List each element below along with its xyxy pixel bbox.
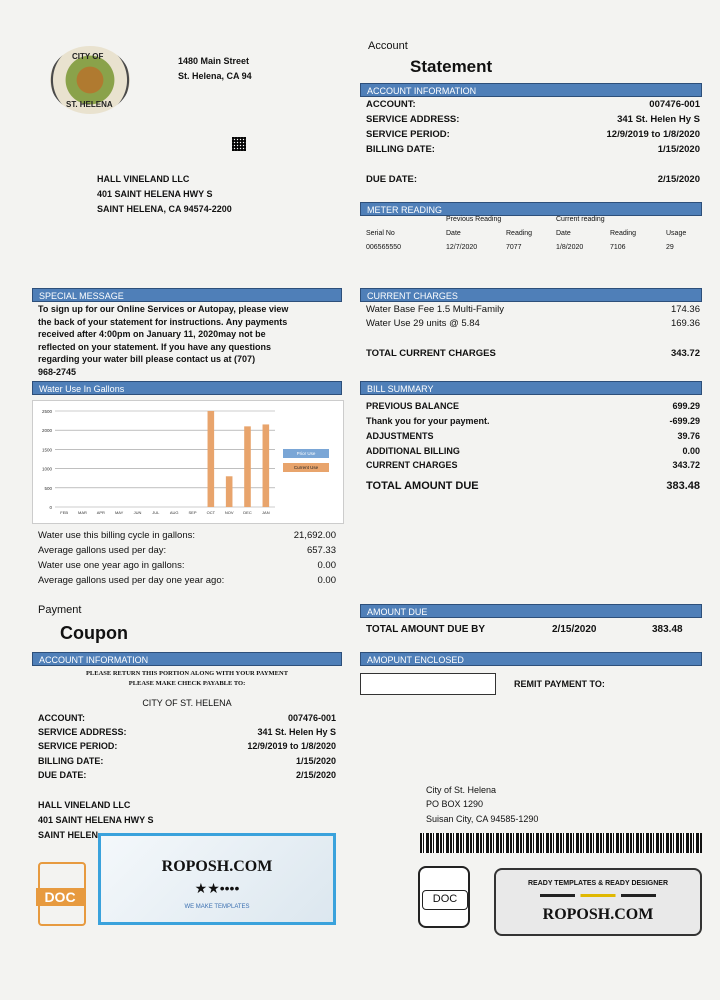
x-tick-label: FEB [60, 510, 69, 515]
service-period-row [366, 129, 700, 140]
row-value: 1/15/2020 [657, 144, 700, 155]
message-line: To sign up for our Online Services or Autopay, please view [38, 304, 289, 314]
special-message-body [38, 303, 338, 379]
meter-prev-date: 12/7/2020 [446, 244, 478, 251]
coupon-customer-address2: SAINT HELEN [38, 830, 99, 840]
coupon-row [38, 713, 336, 723]
coupon-label: Coupon [60, 623, 128, 643]
coupon-customer-name: HALL VINELAND LLC [38, 800, 131, 810]
y-tick-label: 2000 [41, 428, 52, 434]
customer-name: HALL VINELAND LLC [97, 174, 190, 184]
y-tick-label: 0 [49, 505, 52, 510]
legend-prior-label: Prior Use [296, 451, 316, 456]
message-line: reflected on your statement. If you have any questions [38, 341, 272, 352]
row-value: 657.33 [306, 545, 336, 556]
current-charges-header: CURRENT CHARGES [360, 288, 702, 302]
row-label: ADDITIONAL BILLING [366, 446, 460, 456]
row-label: BILLING DATE: [366, 144, 435, 155]
water-use-row [38, 575, 336, 586]
meter-reading-header: METER READING [360, 202, 702, 216]
account-row [366, 99, 700, 110]
row-label: Water Base Fee 1.5 Multi-Family [366, 304, 504, 315]
customer-address-line1: 401 SAINT HELENA HWY S [97, 189, 213, 199]
service-address-row [366, 114, 700, 125]
meter-col-date: Date [556, 230, 571, 237]
row-label: Water use this billing cycle in gallons: [38, 530, 195, 541]
row-value: 2/15/2020 [657, 174, 700, 185]
payment-barcode [420, 833, 702, 853]
meter-current-group: Current reading [556, 216, 605, 223]
row-label: Average gallons used per day one year ago: [38, 575, 225, 586]
bar-dec [244, 426, 251, 507]
message-line: regarding your water bill please contact us at (707) [38, 354, 256, 365]
row-value: 12/9/2019 to 1/8/2020 [247, 741, 336, 751]
meter-col-serial: Serial No [366, 230, 395, 237]
row-value: 0.00 [317, 575, 336, 586]
coupon-row [38, 727, 336, 737]
return-instruction-1: PLEASE RETURN THIS PORTION ALONG WITH YOUR PAYMENT [85, 670, 289, 677]
bar-jan [263, 424, 270, 507]
row-label: ACCOUNT: [38, 713, 85, 723]
meter-serial: 006565550 [366, 244, 402, 251]
charge-row [366, 304, 700, 315]
summary-row [366, 460, 700, 470]
payment-label: Payment [38, 604, 82, 616]
x-tick-label: MAR [78, 510, 87, 515]
coupon-row [38, 770, 336, 780]
row-value: 341 St. Helen Hy S [257, 727, 336, 737]
row-value: 341 St. Helen Hy S [617, 114, 700, 125]
billing-date-row [366, 144, 700, 155]
remit-address-line3: Suisan City, CA 94585-1290 [426, 814, 539, 824]
doc-outline-icon [418, 866, 470, 928]
total-amount-due-row [366, 480, 700, 492]
qr-code [232, 137, 246, 151]
x-tick-label: JUL [152, 510, 160, 515]
city-seal-logo [50, 46, 130, 114]
row-label: SERVICE PERIOD: [38, 741, 118, 751]
remit-payment-label: REMIT PAYMENT TO: [514, 679, 605, 689]
row-label: ADJUSTMENTS [366, 431, 434, 441]
legend-current-label: Current Use [293, 465, 319, 470]
row-value: 2/15/2020 [295, 770, 336, 780]
row-label: Thank you for your payment. [366, 416, 490, 426]
summary-row [366, 446, 700, 456]
summary-row [366, 416, 700, 426]
row-label: ACCOUNT: [366, 99, 416, 110]
customer-address-line2: SAINT HELENA, CA 94574-2200 [97, 204, 232, 214]
meter-curr-date: 1/8/2020 [556, 244, 584, 251]
row-label: CURRENT CHARGES [366, 460, 458, 470]
due-date-row [366, 174, 700, 185]
logo-bottom-text: ST. HELENA [66, 100, 113, 109]
row-value: 343.72 [672, 460, 700, 470]
y-tick-label: 1500 [41, 447, 52, 453]
y-tick-label: 2500 [41, 409, 52, 414]
message-line: received after 4:00pm on January 11, 2020may not be [38, 329, 266, 340]
x-tick-label: JAN [262, 510, 270, 515]
total-current-charges-row [366, 348, 700, 359]
coupon-account-info-header: ACCOUNT INFORMATION [32, 652, 342, 666]
sender-address-line2: St. Helena, CA 94 [178, 71, 252, 81]
row-value: 383.48 [666, 480, 700, 492]
summary-row [366, 401, 700, 411]
coupon-row [38, 756, 336, 766]
total-due-by-value: 383.48 [652, 624, 683, 635]
meter-col-reading: Reading [610, 230, 637, 237]
coupon-row [38, 741, 336, 751]
meter-col-usage: Usage [666, 230, 687, 237]
row-label: Water use one year ago in gallons: [38, 560, 185, 571]
amount-enclosed-header: AMOPUNT ENCLOSED [360, 652, 702, 666]
x-tick-label: JUN [133, 510, 142, 515]
meter-col-reading: Reading [506, 230, 533, 237]
message-line: the back of your statement for instructions. Any payments [38, 316, 288, 327]
water-use-header: Water Use In Gallons [32, 381, 342, 395]
statement-title: Statement [410, 57, 493, 76]
row-value: 12/9/2019 to 1/8/2020 [606, 129, 700, 140]
remit-address-line2: PO BOX 1290 [426, 799, 484, 809]
logo-top-text: CITY OF [72, 52, 104, 61]
row-label: Average gallons used per day: [38, 545, 167, 556]
row-label: TOTAL AMOUNT DUE [366, 480, 479, 492]
amount-due-header: AMOUNT DUE [360, 604, 702, 618]
bill-summary-header: BILL SUMMARY [360, 381, 702, 395]
water-use-row [38, 545, 336, 556]
x-tick-label: MAY [114, 510, 124, 515]
row-label: PREVIOUS BALANCE [366, 401, 460, 411]
row-value: 0.00 [317, 560, 336, 571]
water-use-chart [32, 400, 344, 524]
meter-col-date: Date [446, 230, 461, 237]
row-value: 39.76 [677, 431, 700, 441]
badge-stripes [540, 894, 656, 897]
watermark-brand: ROPOSH.COM [161, 858, 273, 875]
row-value: 007476-001 [649, 99, 700, 110]
row-label: SERVICE ADDRESS: [366, 114, 460, 125]
row-value: 174.36 [670, 304, 700, 315]
meter-curr-reading: 7106 [610, 244, 626, 251]
summary-row [366, 431, 700, 441]
message-line: 968-2745 [38, 366, 77, 377]
badge-tagline: READY TEMPLATES & READY DESIGNER [527, 880, 669, 887]
doc-file-icon [38, 862, 86, 926]
y-tick-label: 1000 [41, 466, 52, 472]
meter-usage: 29 [666, 244, 674, 251]
x-tick-label: OCT [206, 510, 216, 515]
row-value: 699.29 [672, 401, 700, 411]
row-value: -699.29 [669, 416, 700, 426]
row-value: 007476-001 [287, 713, 336, 723]
y-tick-label: 500 [44, 485, 52, 491]
x-tick-label: AUG [169, 510, 179, 515]
row-label: TOTAL CURRENT CHARGES [366, 348, 496, 359]
meter-previous-group: Previous Reading [446, 216, 502, 223]
special-message-header: SPECIAL MESSAGE [32, 288, 342, 302]
x-tick-label: DEC [243, 510, 252, 515]
doc-icon-label: DOC [36, 888, 84, 906]
roposh-watermark [98, 833, 336, 925]
x-tick-label: NOV [224, 510, 234, 515]
row-label: DUE DATE: [38, 770, 87, 780]
row-value: 343.72 [670, 348, 700, 359]
remit-address-line1: City of St. Helena [426, 785, 497, 795]
total-due-by-date: 2/15/2020 [552, 624, 597, 635]
badge-brand: ROPOSH.COM [542, 906, 654, 923]
row-value: 0.00 [682, 446, 700, 456]
row-label: Water Use 29 units @ 5.84 [366, 318, 480, 329]
coupon-customer-address1: 401 SAINT HELENA HWY S [38, 815, 154, 825]
bar-oct [208, 411, 215, 507]
sender-address-line1: 1480 Main Street [178, 56, 250, 66]
payee-name: CITY OF ST. HELENA [142, 698, 232, 708]
row-label: DUE DATE: [366, 174, 418, 185]
doc-icon-label: DOC [422, 890, 468, 910]
amount-enclosed-field[interactable] [360, 673, 496, 695]
water-use-row [38, 560, 336, 571]
watermark-stars: ★★•••• [194, 880, 240, 896]
row-value: 21,692.00 [293, 530, 336, 541]
water-use-row [38, 530, 336, 541]
x-tick-label: SEP [188, 510, 197, 515]
watermark-tagline: WE MAKE TEMPLATES [184, 904, 250, 910]
roposh-badge [494, 868, 702, 936]
account-label: Account [368, 40, 408, 52]
water-use-chart-svg [33, 401, 343, 523]
x-tick-label: APR [96, 510, 105, 515]
total-due-by-label: TOTAL AMOUNT DUE BY [366, 624, 486, 635]
row-label: SERVICE ADDRESS: [38, 727, 127, 737]
return-instruction-2: PLEASE MAKE CHECK PAYABLE TO: [128, 680, 246, 687]
row-value: 1/15/2020 [295, 756, 336, 766]
meter-prev-reading: 7077 [506, 244, 522, 251]
charge-row [366, 318, 700, 329]
row-value: 169.36 [670, 318, 700, 329]
account-info-header: ACCOUNT INFORMATION [360, 83, 702, 97]
row-label: SERVICE PERIOD: [366, 129, 450, 140]
bar-nov [226, 476, 233, 507]
row-label: BILLING DATE: [38, 756, 104, 766]
